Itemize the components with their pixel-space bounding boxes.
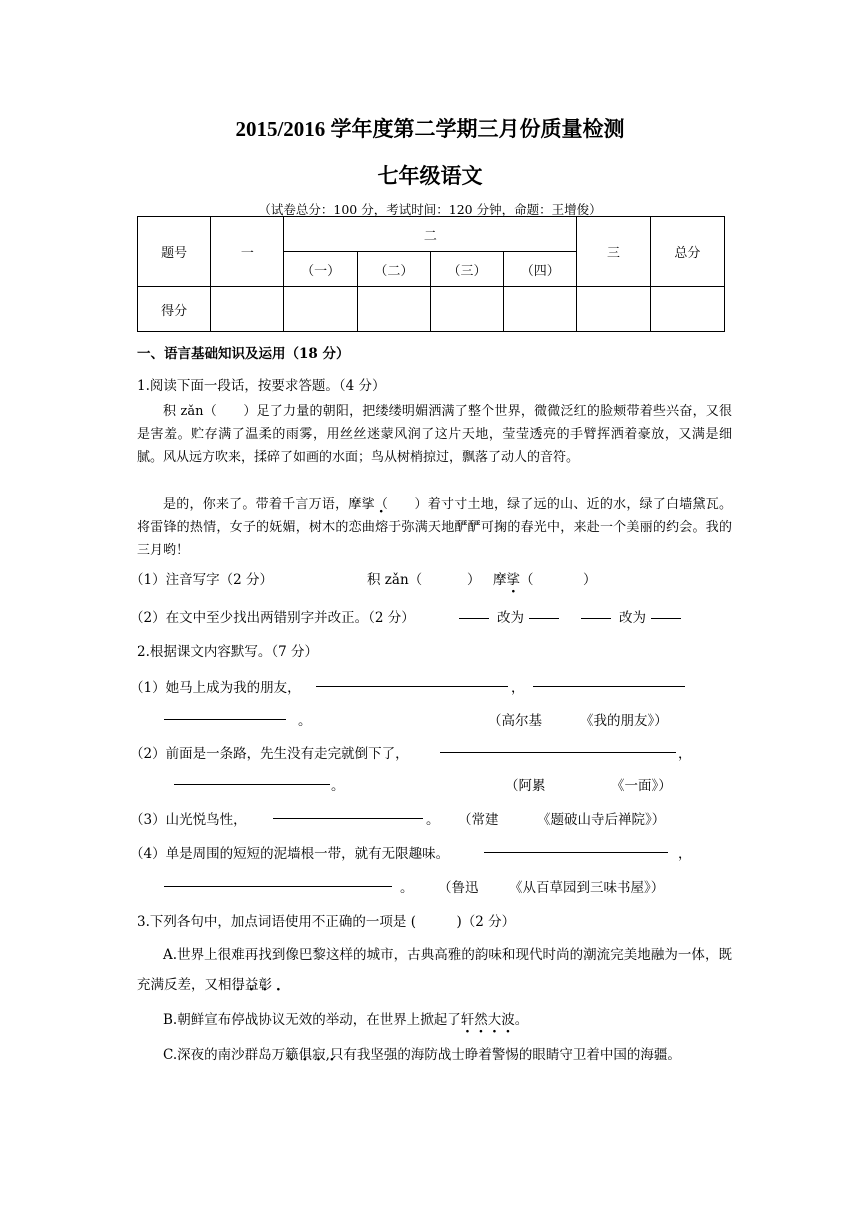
q3-option-a-dotted: 相得益彰 — [218, 977, 272, 993]
q3-prompt — [137, 910, 515, 930]
q1-passage-2-b: （ ）着寸寸土地，绿了远的山、近的水，绿了白墙黛瓦。将雷锋的热情，女子的妩媚，树木的恋曲熔于弥满天地酽酽可掬的春光中，来赴一个美丽的约会。我的三月哟！ — [137, 497, 732, 558]
q2-s2-period: 。 — [331, 778, 345, 794]
q3-option-c-rest: ,只有我坚强的海防战士睁着警惕的眼睛守卫着中国的海疆。 — [325, 1047, 681, 1063]
exam-note: （试卷总分：100 分，考试时间：120 分钟，命题：王增俊） — [258, 202, 602, 217]
q1-sub2-label: （2）在文中至少找出两错别字并改正。（2 分） — [130, 610, 415, 626]
cell-total: 总分 — [650, 217, 724, 287]
score-table — [137, 216, 725, 332]
q2-s1-blank-2[interactable] — [533, 673, 685, 687]
cell-section-2-1: （一） — [284, 252, 357, 287]
score-input-3[interactable] — [577, 287, 650, 332]
score-input-total[interactable] — [650, 287, 724, 332]
q2-s4-text: （4）单是周围的短短的泥墙根一带，就有无限趣味。 — [130, 846, 450, 862]
q2-s1-author: （高尔基 — [488, 713, 542, 729]
score-input-2-3[interactable] — [430, 287, 503, 332]
q1-sub1-b-close: ） — [583, 572, 597, 588]
score-input-2-4[interactable] — [504, 287, 577, 332]
cell-section-2-2: （二） — [357, 252, 430, 287]
q2-s4-work: 《从百草园到三味书屋》） — [509, 880, 665, 896]
q1-passage-1 — [137, 400, 732, 469]
cell-tihao: 题号 — [138, 217, 211, 287]
exam-title: 2015/2016 学年度第二学期三月份质量检测 — [235, 117, 625, 141]
q1-sub2-gai-1: 改为 — [497, 610, 524, 626]
q2-s2-work: 《一面》） — [611, 778, 672, 794]
q3-answer-paren[interactable]: ( ) — [410, 914, 462, 930]
q2-s3-author: （常建 — [458, 812, 499, 828]
q2-s2-blank-2[interactable] — [174, 771, 330, 785]
q1-sub2-blank-1[interactable] — [459, 605, 489, 619]
q1-sub1-label: （1）注音写字（2 分） — [130, 572, 273, 588]
q1-passage-2-dot: 挲 — [361, 497, 375, 512]
q1-passage-2 — [137, 493, 732, 562]
q1-sub2-blank-3[interactable] — [581, 605, 611, 619]
q1-passage-2-a: 是的，你来了。带着千言万语，摩 — [163, 497, 362, 512]
q1-sub1-b-open: （ — [520, 572, 534, 588]
q3-option-c — [137, 1040, 732, 1070]
q2-s2-blank-1[interactable] — [440, 739, 676, 753]
q3-option-c-dotted: 万籁俱寂 — [271, 1047, 326, 1063]
cell-section-3: 三 — [577, 217, 650, 287]
q2-s1-period: 。 — [298, 713, 312, 729]
score-input-1[interactable] — [211, 287, 284, 332]
q1-sub1-b — [493, 568, 534, 588]
q3-score: （2 分） — [461, 914, 516, 930]
q2-s4-blank-2[interactable] — [164, 873, 392, 887]
exam-subtitle: 七年级语文 — [377, 163, 483, 188]
q2-s1-blank-3[interactable] — [164, 706, 286, 720]
q1-sub2-blank-4[interactable] — [651, 605, 681, 619]
q1-passage-1-lead: 积 zǎn（ ） — [163, 404, 257, 419]
q1-sub1-b-pre: 摩 — [493, 572, 507, 588]
q1-sub2-gai-2: 改为 — [619, 610, 646, 626]
q1-sub2-blank-2[interactable] — [529, 605, 559, 619]
q1-sub1-a-close: ） — [467, 572, 481, 588]
q3-option-b-text: B.朝鲜宣布停战协议无效的举动，在世界上掀起了 — [163, 1012, 461, 1028]
q2-prompt: 2.根据课文内容默写。（7 分） — [137, 644, 319, 660]
q2-s3-work: 《题破山寺后禅院》） — [537, 812, 666, 828]
cell-score-label: 得分 — [138, 287, 211, 332]
q2-s4-comma: ， — [678, 846, 692, 862]
q3-option-a — [137, 940, 732, 1000]
q2-s2-author: （阿累 — [505, 778, 546, 794]
q1-sub1-a: 积 zǎn（ — [367, 572, 423, 588]
score-input-2-1[interactable] — [284, 287, 357, 332]
q3-option-b — [163, 1008, 528, 1028]
cell-section-1: 一 — [211, 217, 284, 287]
q2-s4-period: 。 — [400, 880, 414, 896]
q2-s3-text: （3）山光悦鸟性， — [130, 812, 247, 828]
q2-s1-text: （1）她马上成为我的朋友， — [130, 680, 301, 696]
score-input-2-2[interactable] — [357, 287, 430, 332]
q3-option-b-dotted: 轩然大波 — [460, 1012, 515, 1028]
q2-s2-comma: ， — [678, 746, 692, 762]
cell-section-2: 二 — [284, 217, 577, 252]
cell-section-2-4: （四） — [504, 252, 577, 287]
section-1-heading: 一、语言基础知识及运用（18 分） — [137, 346, 350, 362]
q1-sub1-b-dot: 挲 — [506, 572, 520, 588]
q2-s1-blank-1[interactable] — [316, 673, 508, 687]
q2-s4-blank-1[interactable] — [484, 839, 668, 853]
q2-s3-period: 。 — [426, 812, 440, 828]
q2-s2-text: （2）前面是一条路，先生没有走完就倒下了， — [130, 746, 409, 762]
q2-s3-blank[interactable] — [273, 805, 423, 819]
q2-s4-author: （鲁迅 — [438, 880, 479, 896]
q1-prompt: 1.阅读下面一段话，按要求答题。（4 分） — [137, 378, 386, 394]
q1-passage-1-text: 足了力量的朝阳，把缕缕明媚洒满了整个世界，微微泛红的脸颊带着些兴奋，又很是害羞。贮存满了温柔的雨雾，用丝丝迷蒙风润了这片天地，莹莹透亮的手臂挥洒着豪放，又满是细腻。风从远方吹来，揉碎了如画的水面；鸟从树梢掠过，飘落了动人的音符。 — [137, 404, 732, 465]
q2-s1-comma: ， — [511, 680, 525, 696]
q3-option-c-text: C.深夜的南沙群岛 — [163, 1047, 272, 1063]
q2-s1-work: 《我的朋友》） — [580, 713, 668, 729]
q3-prompt-text: 3.下列各句中，加点词语使用不正确的一项是 — [137, 914, 407, 930]
q3-option-b-end: 。 — [514, 1012, 529, 1028]
q3-option-a-text: A.世界上很难再找到像巴黎这样的城市，古典高雅的韵味和现代时尚的潮流完美地融为一体，既充满反差，又 — [137, 947, 732, 993]
cell-section-2-3: （三） — [430, 252, 503, 287]
